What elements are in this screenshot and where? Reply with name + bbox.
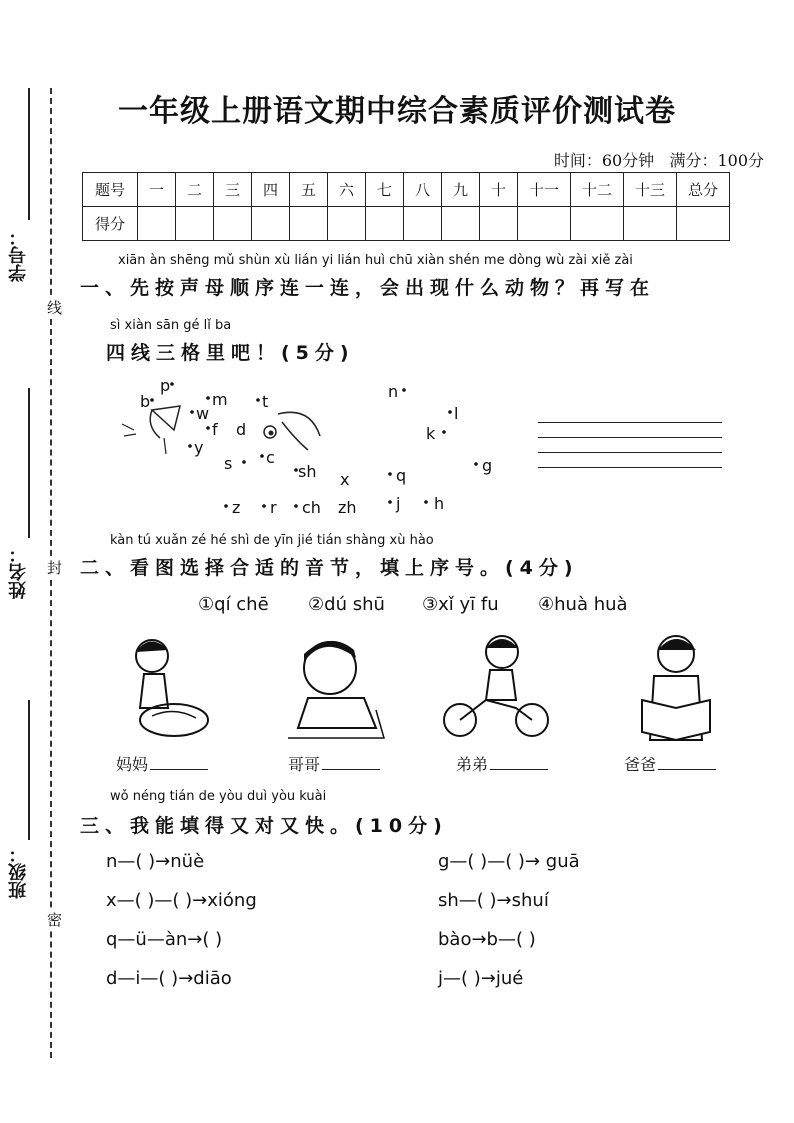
score-table-score-row xyxy=(83,207,730,241)
q1-title-line1: 一、先按声母顺序连一连，会出现什么动物？再写在 xyxy=(80,277,656,299)
score-cell[interactable] xyxy=(677,207,730,241)
dot-label: x xyxy=(340,470,350,489)
q2-option-2: ②dú shū xyxy=(308,594,385,615)
dot-label: g xyxy=(482,456,493,475)
dot-label: q xyxy=(396,466,407,485)
person-label: 爸爸 xyxy=(624,755,657,774)
score-header-cell: 二 xyxy=(176,173,214,207)
q1-pinyin-line1: xiān àn shēng mǔ shùn xù lián yi lián huì chū xiàn shén me dòng wù zài xiě zài xyxy=(118,253,633,268)
exam-full-score: 满分：100分 xyxy=(669,151,764,170)
score-header-cell: 五 xyxy=(290,173,328,207)
q3-exercise-left-1[interactable]: n—( )→nüè xyxy=(106,851,205,872)
q2-option-1: ①qí chē xyxy=(198,594,269,615)
q3-pinyin: wǒ néng tián de yòu duì yòu kuài xyxy=(110,789,327,804)
score-row-label: 得分 xyxy=(83,207,138,241)
q3-exercise-left-2[interactable]: x—( )—( )→xióng xyxy=(106,890,257,911)
person-label: 弟弟 xyxy=(456,755,489,774)
person-label: 妈妈 xyxy=(116,755,149,774)
score-cell[interactable] xyxy=(518,207,571,241)
score-cell[interactable] xyxy=(138,207,176,241)
answer-blank[interactable] xyxy=(658,753,716,770)
binding-margin xyxy=(0,0,70,1123)
q1-pinyin-line2: sì xiàn sān gé lǐ ba xyxy=(110,318,232,333)
score-cell[interactable] xyxy=(252,207,290,241)
dot-label: b xyxy=(140,392,151,411)
q2-answer-younger-brother xyxy=(456,752,548,775)
dot-label: m xyxy=(212,390,228,409)
dot-label: ch xyxy=(302,498,321,517)
mother-washing-illustration xyxy=(110,628,220,746)
q2-answer-father xyxy=(624,752,716,775)
q2-option-4: ④huà huà xyxy=(538,594,628,615)
score-header-cell: 一 xyxy=(138,173,176,207)
q3-exercise-left-3[interactable]: q—ü—àn→( ) xyxy=(106,929,223,950)
name-label: 姓名： xyxy=(8,545,29,599)
score-cell[interactable] xyxy=(442,207,480,241)
score-header-cell: 四 xyxy=(252,173,290,207)
father-reading-illustration xyxy=(628,628,724,746)
q1-title-line2: 四线三格里吧！(5分) xyxy=(106,342,355,364)
score-header-cell: 七 xyxy=(366,173,404,207)
dot-label: y xyxy=(194,438,204,457)
score-header-cell: 九 xyxy=(442,173,480,207)
student-no-line[interactable] xyxy=(28,88,30,220)
student-no-label: 学号： xyxy=(8,228,29,282)
seal-char-feng: 封 xyxy=(45,560,63,575)
dot-label: l xyxy=(454,404,459,423)
score-cell[interactable] xyxy=(571,207,624,241)
score-header-cell: 六 xyxy=(328,173,366,207)
q3-exercise-right-1[interactable]: g—( )—( )→ guā xyxy=(438,851,580,872)
score-table-header-row xyxy=(83,173,730,207)
score-header-cell: 三 xyxy=(214,173,252,207)
brother-drawing-illustration xyxy=(284,628,394,746)
score-cell[interactable] xyxy=(366,207,404,241)
dot-label: c xyxy=(266,448,275,467)
dot-label: w xyxy=(196,404,210,423)
q3-exercise-right-2[interactable]: sh—( )→shuí xyxy=(438,890,549,911)
score-cell[interactable] xyxy=(624,207,677,241)
exam-meta xyxy=(554,148,764,171)
score-cell[interactable] xyxy=(328,207,366,241)
dot-label: j xyxy=(396,494,401,513)
q3-exercise-right-4[interactable]: j—( )→jué xyxy=(438,968,524,989)
score-cell[interactable] xyxy=(404,207,442,241)
q2-title: 二、看图选择合适的音节，填上序号。(4分) xyxy=(80,557,579,579)
exam-time: 时间：60分钟 xyxy=(553,151,655,170)
dot-label: p xyxy=(160,376,171,395)
score-header-cell: 题号 xyxy=(83,173,138,207)
dot-label: z xyxy=(232,498,241,517)
answer-blank[interactable] xyxy=(322,753,380,770)
dot-label: t xyxy=(262,392,269,411)
dot-label: f xyxy=(212,420,218,439)
score-header-cell: 八 xyxy=(404,173,442,207)
page-title: 一年级上册语文期中综合素质评价测试卷 xyxy=(118,94,676,129)
dot-label: n xyxy=(388,382,399,401)
score-cell[interactable] xyxy=(176,207,214,241)
score-cell[interactable] xyxy=(480,207,518,241)
dot-label: r xyxy=(270,498,277,517)
q3-exercise-right-3[interactable]: bào→b—( ) xyxy=(438,929,536,950)
q2-pinyin: kàn tú xuǎn zé hé shì de yīn jié tián shàng xù hào xyxy=(110,533,434,548)
answer-blank[interactable] xyxy=(150,753,208,770)
dot-to-dot-area xyxy=(100,370,520,520)
q3-exercise-left-4[interactable]: d—i—( )→diāo xyxy=(106,968,232,989)
seal-char-line: 线 xyxy=(45,300,63,315)
score-header-cell: 十一 xyxy=(518,173,571,207)
q2-answer-brother xyxy=(288,752,380,775)
q2-option-3: ③xǐ yī fu xyxy=(422,594,499,615)
q3-title: 三、我能填得又对又快。(10分) xyxy=(80,815,448,837)
person-label: 哥哥 xyxy=(288,755,321,774)
dot-label: h xyxy=(434,494,445,513)
younger-brother-riding-illustration xyxy=(440,628,552,746)
dot-label: zh xyxy=(338,498,357,517)
answer-blank[interactable] xyxy=(490,753,548,770)
dot-label: d xyxy=(236,420,247,439)
seal-char-mi: 密 xyxy=(45,912,63,927)
score-header-cell: 总分 xyxy=(677,173,730,207)
class-label: 班级： xyxy=(8,845,29,899)
score-header-cell: 十三 xyxy=(624,173,677,207)
score-cell[interactable] xyxy=(290,207,328,241)
name-line[interactable] xyxy=(28,388,30,538)
score-cell[interactable] xyxy=(214,207,252,241)
dot-points xyxy=(100,370,520,520)
dot-label: k xyxy=(426,424,436,443)
dot-label: sh xyxy=(298,462,317,481)
dot-label: s xyxy=(224,454,233,473)
q2-answer-mother xyxy=(116,752,208,775)
score-table xyxy=(82,172,730,241)
score-header-cell: 十二 xyxy=(571,173,624,207)
score-header-cell: 十 xyxy=(480,173,518,207)
four-line-grid[interactable] xyxy=(538,422,722,468)
class-line[interactable] xyxy=(28,700,30,840)
